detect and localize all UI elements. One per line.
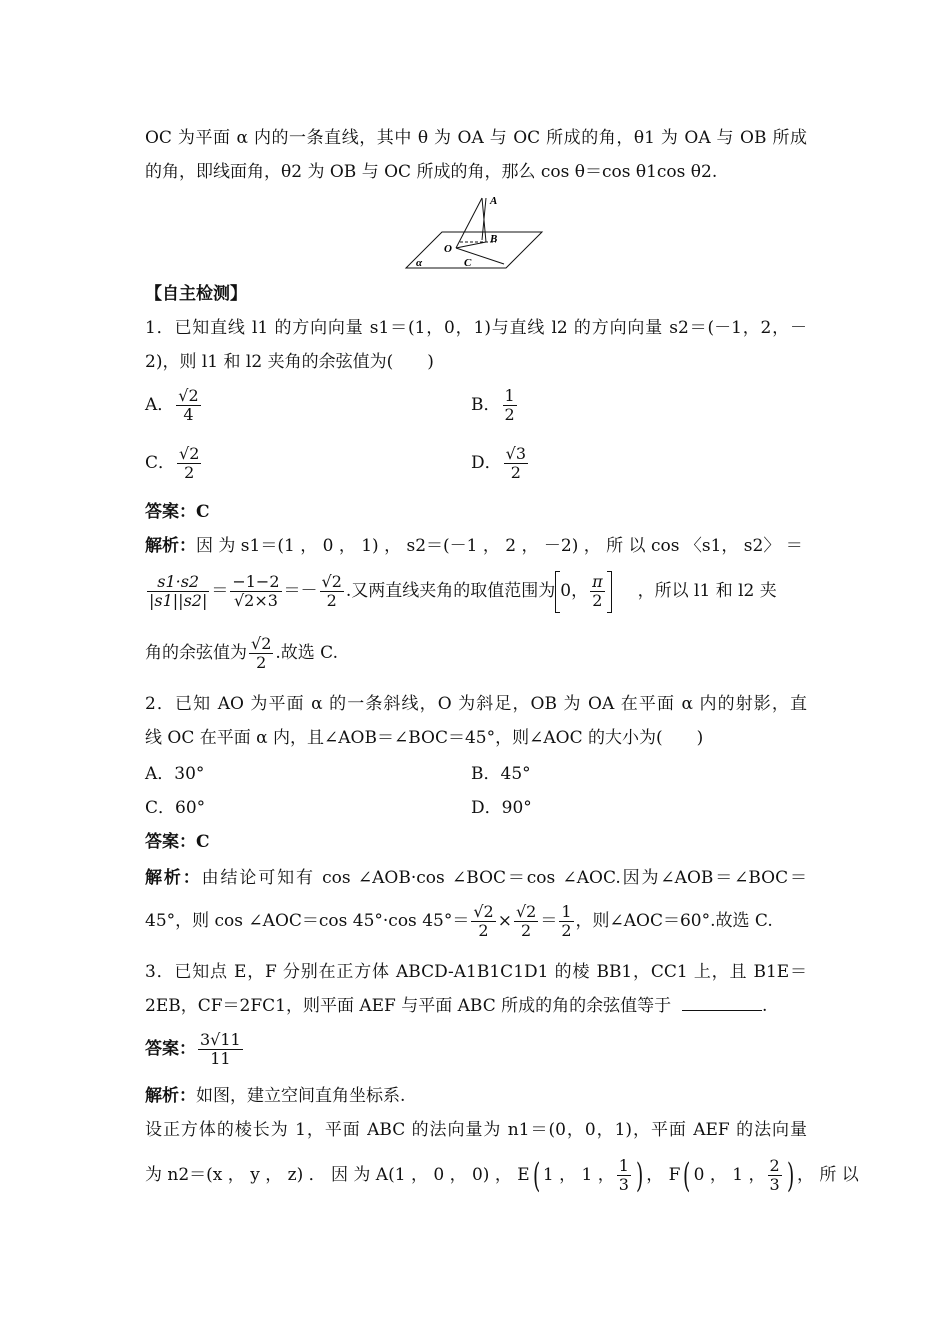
q2-analysis-line-1: 解析：由结论可知有 cos ∠AOB·cos ∠BOC＝cos ∠AOC.因为∠AOB＝∠BOC＝ [145, 868, 807, 888]
q3-stem-line-1: 3．已知点 E，F 分别在正方体 ABCD-A1B1C1D1 的棱 BB1，CC1 上，且 B1E＝ [145, 962, 807, 982]
q1-options-row-1 [145, 382, 807, 428]
label-alpha: α [416, 257, 423, 269]
q1-option-c[interactable]: C． $\frac{√2}{2}$ [145, 444, 200, 482]
intro-line-2: 的角，即线面角，θ2 为 OB 与 OC 所成的角，那么 cos θ＝cos θ1cos θ2. [145, 162, 718, 182]
q2-option-c[interactable]: C．60° [145, 798, 206, 818]
q2-answer: 答案：C [145, 832, 210, 852]
intro-line-1: OC 为平面 α 内的一条直线，其中 θ 为 OA 与 OC 所成的角，θ1 为 OA 与 OB 所成 [145, 128, 807, 148]
q3-answer: 答案： $\frac{3√11}{11}$ [145, 1030, 241, 1068]
q2-option-a[interactable]: A．30° [145, 764, 205, 784]
plane-angle-diagram [404, 196, 549, 271]
q3-analysis-line-2: 设正方体的棱长为 1，平面 ABC 的法向量为 n1＝(0，0，1)，平面 AEF 的法向量 [145, 1120, 807, 1140]
section-title: 【自主检测】 [145, 284, 247, 304]
q2-option-d[interactable]: D．90° [471, 798, 532, 818]
label-c: C [464, 257, 472, 269]
label-a: A [490, 196, 498, 207]
q2-analysis-line-2: 45°，则 cos ∠AOC＝cos 45°·cos 45°＝ $\frac{√2}{2}$ × $\frac{√2}{2}$ ＝ $\frac{1}{2}$ ，则∠AOC＝60°.故选 C. [145, 902, 773, 940]
q1-analysis-line-3: 角的余弦值为 $\frac{√2}{2}$ .故选 C. [145, 634, 338, 672]
q2-stem-line-1: 2．已知 AO 为平面 α 的一条斜线，O 为斜足，OB 为 OA 在平面 α 内的射影，直 [145, 694, 807, 714]
q1-option-d[interactable]: D． $\frac{√3}{2}$ [471, 444, 527, 482]
label-b: B [490, 233, 498, 245]
label-o: O [444, 243, 452, 255]
q2-options-row-1 [145, 762, 807, 786]
q1-analysis-line-1: 解析：因 为 s1＝(1 ， 0 ， 1) ， s2＝(－1 ， 2 ， －2) ， 所 以 cos 〈s1， s2〉 ＝ [145, 536, 803, 556]
q1-stem-line-2: 2)，则 l1 和 l2 夹角的余弦值为( ) [145, 352, 434, 372]
q1-answer: 答案：C [145, 502, 210, 522]
q1-analysis-line-2: $\frac{s1\cdot s2}{|s1||s2|}$ ＝ $\frac{-1-2}{√2\times 3}$ ＝－ $\frac{√2}{2}$ .又两直线夹角的取值范围为 0， $\frac{\pi}{2}$ ，所以 l1 和 l2 夹 [145, 568, 807, 614]
q1-option-b[interactable]: B． $\frac{1}{2}$ [471, 386, 515, 424]
q2-option-b[interactable]: B．45° [471, 764, 531, 784]
q1-option-a[interactable]: A． $\frac{√2}{4}$ [145, 386, 199, 424]
q3-analysis-line-1: 解析：如图，建立空间直角坐标系. [145, 1086, 406, 1106]
q3-analysis-line-3: 为 n2＝(x ， y ， z) ． 因 为 A(1 ， 0 ， 0) ， E( 1 ， 1 ， $\frac{1}{3}$ ) ， F( 0 ， 1 ， $\frac{2}{3}$ ) ， 所 以 [145, 1155, 859, 1196]
q2-stem-line-2: 线 OC 在平面 α 内，且∠AOB＝∠BOC＝45°，则∠AOC 的大小为( ) [145, 728, 704, 748]
q1-stem-line-1: 1．已知直线 l1 的方向向量 s1＝(1，0，1)与直线 l2 的方向向量 s2＝(－1，2，－ [145, 318, 807, 338]
q2-options-row-2 [145, 796, 807, 820]
q1-options-row-2 [145, 440, 807, 486]
q3-stem-line-2: 2EB，CF＝2FC1，则平面 AEF 与平面 ABC 所成的角的余弦值等于 . [145, 996, 768, 1016]
q3-answer-blank[interactable] [682, 994, 762, 1011]
